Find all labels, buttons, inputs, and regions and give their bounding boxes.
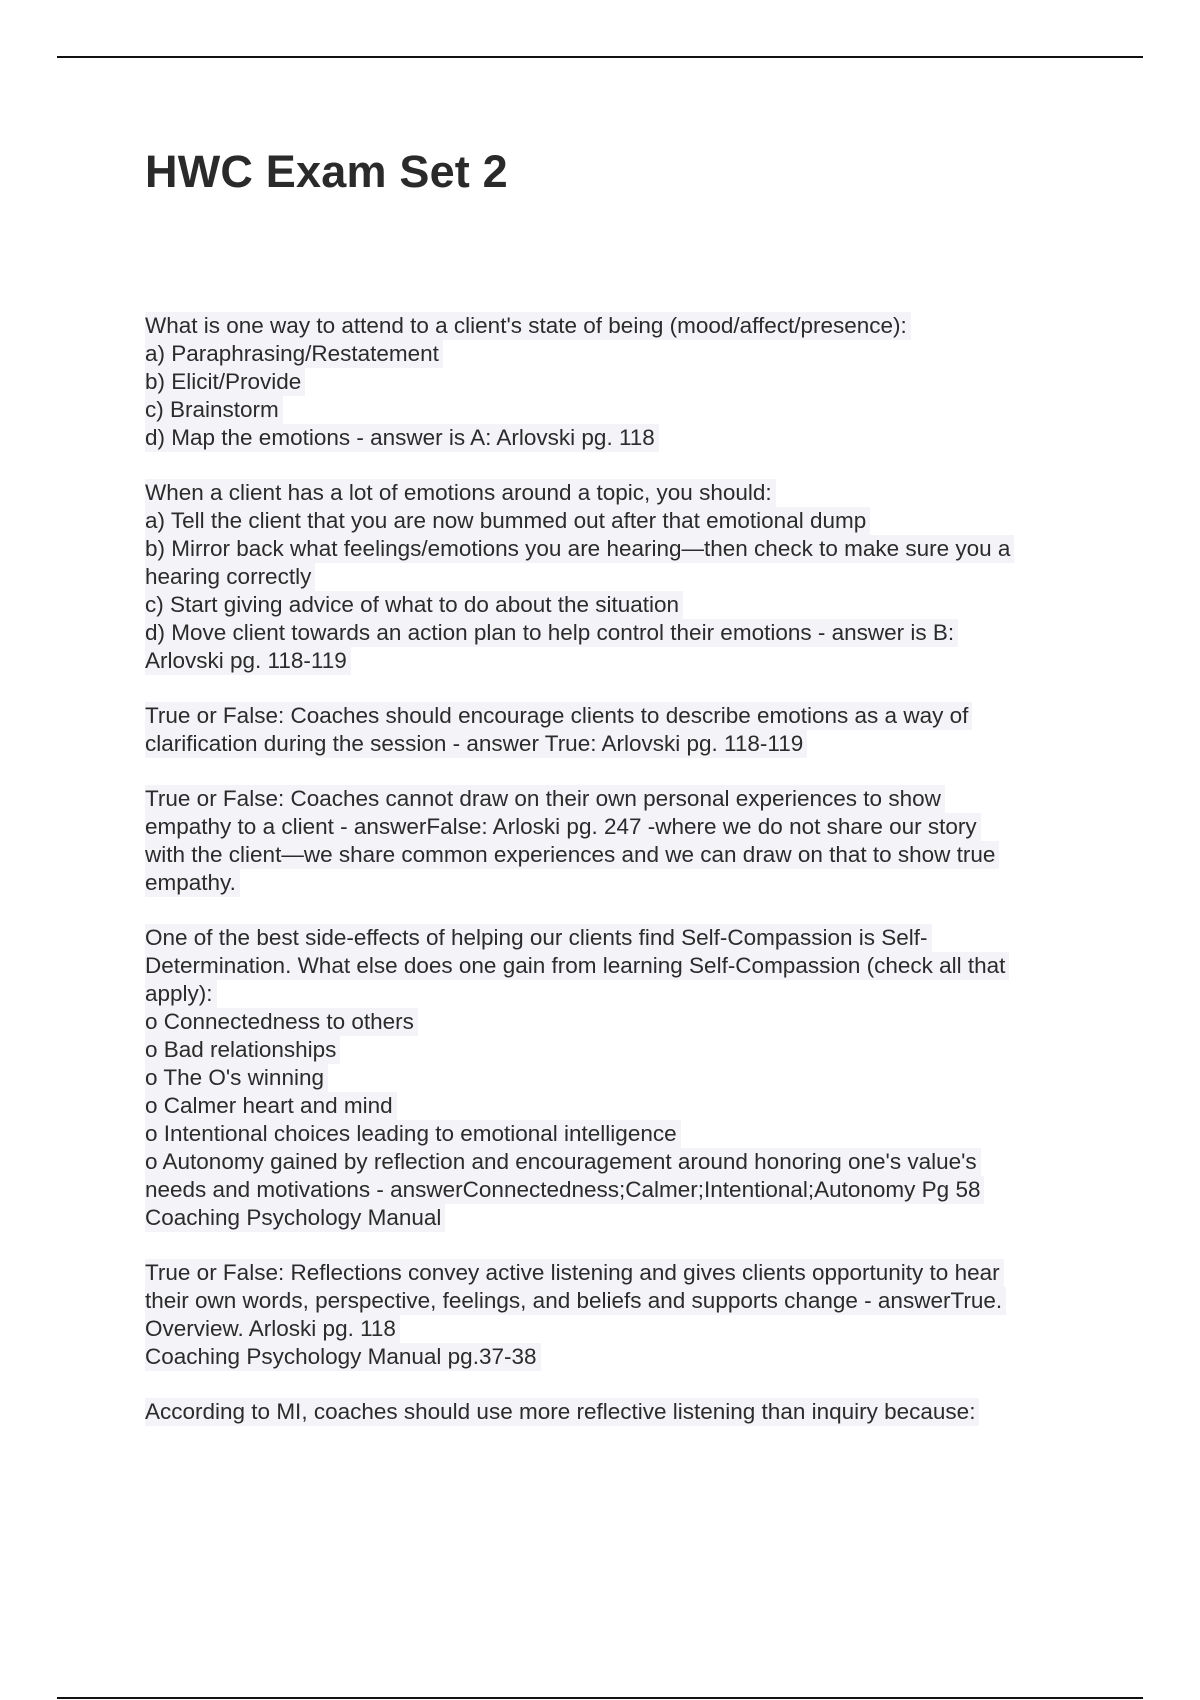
question-block [145,702,1085,758]
text-line: One of the best side-effects of helping our clients find Self-Compassion is Self- [145,924,932,952]
text-line: b) Elicit/Provide [145,368,305,396]
footer-rule [57,1697,1143,1699]
text-line: o Intentional choices leading to emotional intelligence [145,1120,681,1148]
text-line: True or False: Coaches cannot draw on their own personal experiences to show [145,785,945,813]
text-line: According to MI, coaches should use more reflective listening than inquiry because: [145,1398,979,1426]
question-block [145,1398,1085,1426]
text-line: True or False: Coaches should encourage clients to describe emotions as a way of [145,702,972,730]
question-block [145,312,1085,452]
text-line: Determination. What else does one gain from learning Self-Compassion (check all that [145,952,1009,980]
text-line: hearing correctly [145,563,315,591]
text-line: o Autonomy gained by reflection and encouragement around honoring one's value's [145,1148,981,1176]
text-line: needs and motivations - answerConnectedness;Calmer;Intentional;Autonomy Pg 58 [145,1176,984,1204]
header-rule [57,56,1143,58]
text-line: empathy. [145,869,240,897]
text-line: apply): [145,980,217,1008]
document-body [145,312,1085,1453]
document-title: HWC Exam Set 2 [145,146,508,197]
text-line: d) Map the emotions - answer is A: Arlovski pg. 118 [145,424,659,452]
text-line: o Bad relationships [145,1036,340,1064]
text-line: empathy to a client - answerFalse: Arloski pg. 247 -where we do not share our story [145,813,981,841]
text-line: o Calmer heart and mind [145,1092,397,1120]
text-line: a) Tell the client that you are now bummed out after that emotional dump [145,507,870,535]
text-line: their own words, perspective, feelings, and beliefs and supports change - answerTrue. [145,1287,1006,1315]
question-block [145,924,1085,1232]
question-block [145,479,1085,675]
text-line: What is one way to attend to a client's state of being (mood/affect/presence): [145,312,911,340]
text-line: Coaching Psychology Manual [145,1204,445,1232]
text-line: Arlovski pg. 118-119 [145,647,351,675]
text-line: Overview. Arloski pg. 118 [145,1315,400,1343]
text-line: clarification during the session - answer True: Arlovski pg. 118-119 [145,730,807,758]
text-line: b) Mirror back what feelings/emotions you are hearing—then check to make sure you a [145,535,1014,563]
text-line: True or False: Reflections convey active listening and gives clients opportunity to hear [145,1259,1004,1287]
text-line: a) Paraphrasing/Restatement [145,340,443,368]
text-line: with the client—we share common experiences and we can draw on that to show true [145,841,999,869]
text-line: c) Brainstorm [145,396,283,424]
text-line: o The O's winning [145,1064,328,1092]
text-line: d) Move client towards an action plan to help control their emotions - answer is B: [145,619,958,647]
text-line: Coaching Psychology Manual pg.37-38 [145,1343,541,1371]
question-block [145,1259,1085,1371]
text-line: When a client has a lot of emotions around a topic, you should: [145,479,776,507]
question-block [145,785,1085,897]
text-line: o Connectedness to others [145,1008,418,1036]
text-line: c) Start giving advice of what to do about the situation [145,591,683,619]
